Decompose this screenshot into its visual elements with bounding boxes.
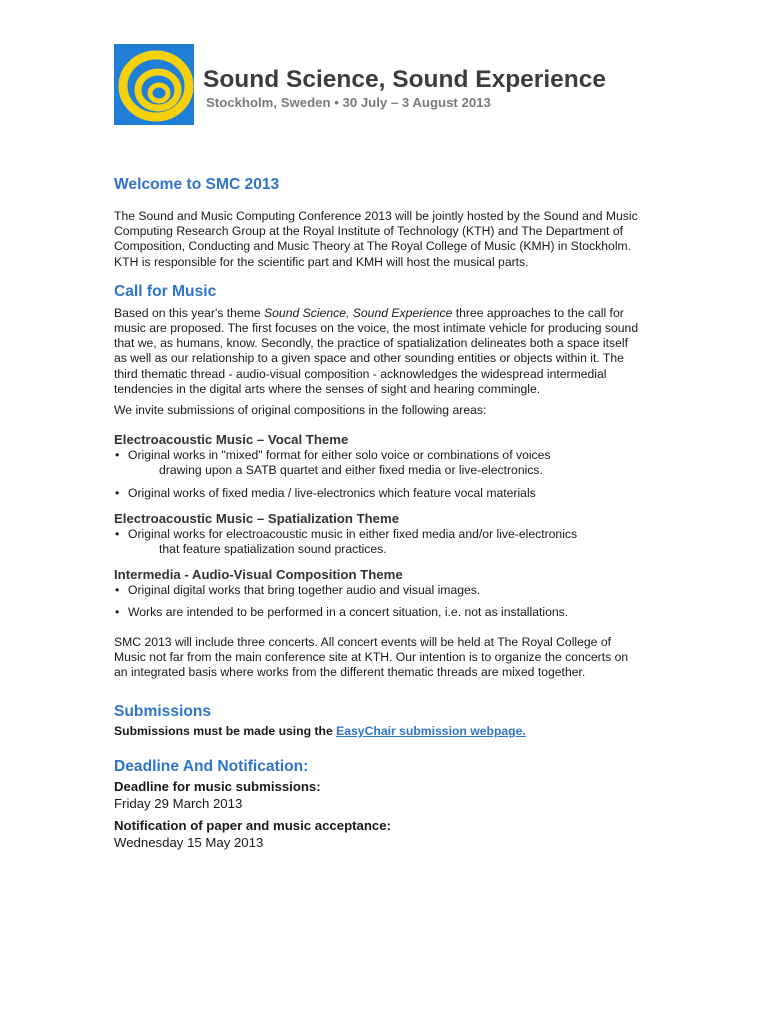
notification-label: Notification of paper and music acceptance: xyxy=(114,818,391,834)
call-text-before: Based on this year's theme xyxy=(114,305,265,320)
document-body xyxy=(114,175,644,851)
list-item-text: Original works in "mixed" format for either solo voice or combinations of voices xyxy=(128,448,551,463)
notification-date: Wednesday 15 May 2013 xyxy=(114,835,264,851)
music-deadline-label: Deadline for music submissions: xyxy=(114,779,321,795)
list-item xyxy=(114,486,644,501)
page-title: Sound Science, Sound Experience xyxy=(203,66,606,93)
bullet-icon: • xyxy=(115,583,120,598)
concerts-text: SMC 2013 will include three concerts. All concert events will be held at The Royal College of Music not far from the main conference site at KTH. Our intention is to organize the concerts on an integrated basis where works from the different thematic threads are mixed together. xyxy=(114,634,629,680)
welcome-text: The Sound and Music Computing Conference 2013 will be jointly hosted by the Sound and Music Computing Research Group at the Royal Institute of Technology (KTH) and The Department of Composition, Conducting and Music Theory at The Royal College of Music (KMH) in Stockholm. KTH is responsible for the scientific part and KMH will host the musical parts. xyxy=(114,209,638,269)
submissions-label: Submissions must be made using the xyxy=(114,724,337,739)
music-deadline-date: Friday 29 March 2013 xyxy=(114,796,243,812)
call-heading: Call for Music xyxy=(114,282,217,300)
invite-text: We invite submissions of original compositions in the following areas: xyxy=(114,403,487,418)
submissions-heading: Submissions xyxy=(114,703,212,721)
bullet-icon: • xyxy=(115,485,120,500)
list-item-text: Original works for electroacoustic music in either fixed media and/or live-electronics xyxy=(128,526,578,541)
bullet-icon: • xyxy=(115,526,120,541)
list-item-continuation: drawing upon a SATB quartet and either fixed media or live-electronics. xyxy=(159,463,543,478)
area-list-vocal xyxy=(114,448,644,501)
list-item xyxy=(114,527,644,557)
bullet-icon: • xyxy=(115,448,120,463)
list-item xyxy=(114,605,644,620)
deadline-heading: Deadline And Notification: xyxy=(114,758,309,776)
bullet-icon: • xyxy=(115,605,120,620)
call-theme: Sound Science, Sound Experience xyxy=(264,305,453,320)
page-subtitle: Stockholm, Sweden • 30 July – 3 August 2013 xyxy=(206,95,491,110)
list-item xyxy=(114,448,644,478)
easychair-link[interactable]: EasyChair submission webpage. xyxy=(336,724,526,739)
area-list-intermedia xyxy=(114,583,644,620)
smc-logo-icon xyxy=(114,44,194,125)
submissions-text xyxy=(114,724,644,739)
area-heading-vocal: Electroacoustic Music – Vocal Theme xyxy=(114,432,349,448)
area-heading-spatialization: Electroacoustic Music – Spatialization Theme xyxy=(114,510,400,526)
call-text-after: three approaches to the call for music are proposed. The first focuses on the voice, the most intimate vehicle for producing sound that we, as humans, know. Secondly, the practice of spatialization delineates both a space itself as well as our relationship to a given space and other sounding entities or objects within it. The third thematic thread - audio-visual composition - acknowledges the widespread intermedial tendencies in the digital arts where the senses of sight and hearing commingle. xyxy=(114,305,639,396)
list-item-text: Original digital works that bring together audio and visual images. xyxy=(128,583,481,598)
list-item-continuation: that feature spatialization sound practices. xyxy=(159,542,387,557)
list-item-text: Works are intended to be performed in a concert situation, i.e. not as installations. xyxy=(128,605,569,620)
welcome-heading: Welcome to SMC 2013 xyxy=(114,176,280,193)
area-list-spatialization xyxy=(114,527,644,557)
area-heading-intermedia: Intermedia - Audio-Visual Composition Theme xyxy=(114,567,403,583)
list-item-text: Original works of fixed media / live-electronics which feature vocal materials xyxy=(128,485,536,500)
list-item xyxy=(114,583,644,598)
call-text xyxy=(114,306,644,397)
